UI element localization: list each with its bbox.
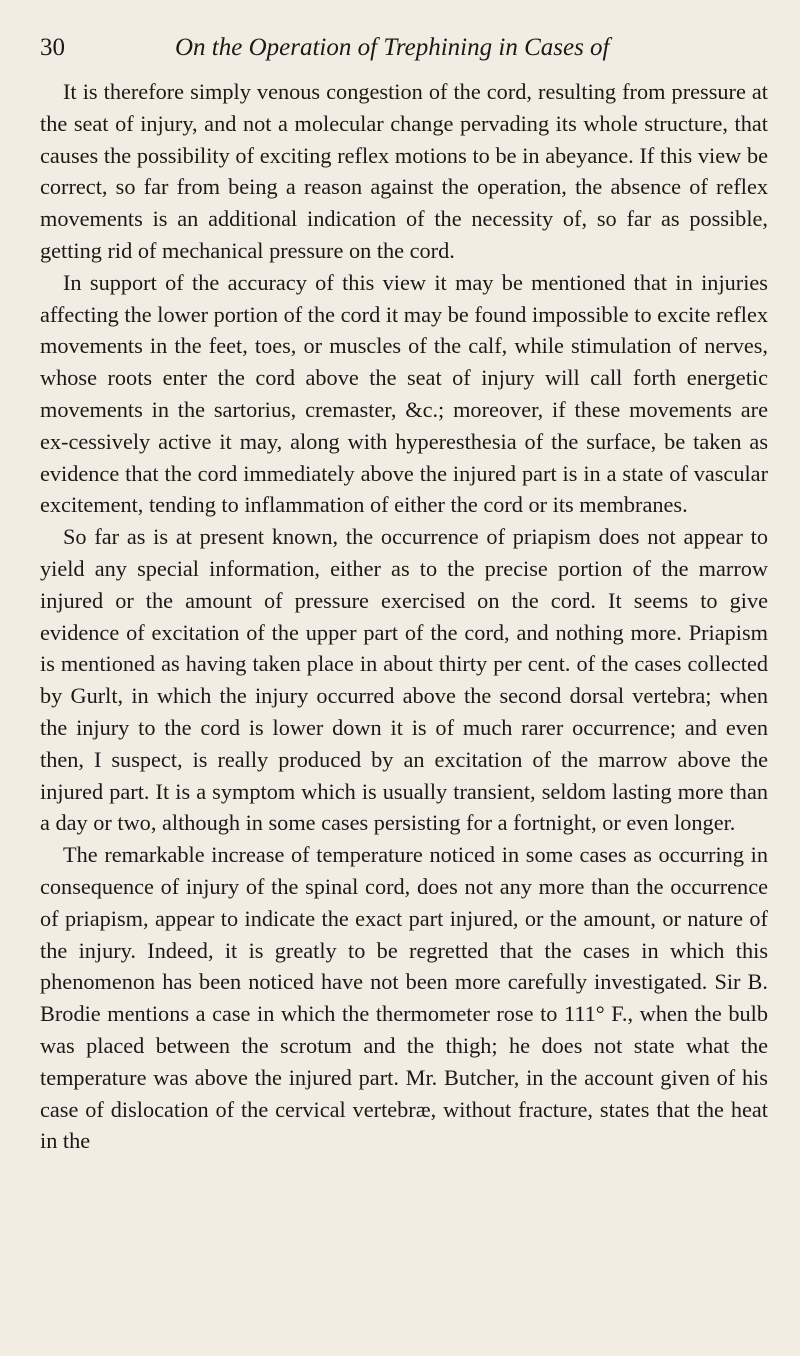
running-head: [40, 30, 760, 66]
paragraph-venous-congestion: It is therefore simply venous congestion of the cord, resulting from pressure at the seat of injury, and not a molecular change pervading its whole structure, that causes the possibility of exciting reflex motions to be in abeyance. If this view be correct, so far from being a reason against the operation, the absence of reflex movements is an additional indication of the necessity of, so far as possible, getting rid of mechanical pressure on the cord.: [40, 79, 768, 263]
paragraph-priapism: So far as is at present known, the occurrence of priapism does not appear to yield any special information, either as to the precise portion of the marrow injured or the amount of pressure exercised on the cord. It seems to give evidence of excitation of the upper part of the cord, and nothing more. Priapism is mentioned as having taken place in about thirty per cent. of the cases collected by Gurlt, in which the injury occurred above the second dorsal vertebra; when the injury to the cord is lower down it is of much rarer occurrence; and even then, I suspect, is really produced by an excitation of the marrow above the injured part. It is a symptom which is usually transient, seldom lasting more than a day or two, although in some cases persisting for a fortnight, or even longer.: [40, 524, 768, 836]
paragraph-temperature: The remarkable increase of temperature noticed in some cases as occurring in consequence of injury of the spinal cord, does not any more than the occurrence of priapism, appear to indicate the exact part injured, or the amount, or nature of the injury. Indeed, it is greatly to be regretted that the cases in which this phenomenon has been noticed have not been more carefully investigated. Sir B. Brodie mentions a case in which the thermometer rose to 111° F., when the bulb was placed between the scrotum and the thigh; he does not state what the temperature was above the injured part. Mr. Butcher, in the account given of his case of dislocation of the cervical vertebræ, without fracture, states that the heat in the: [40, 842, 768, 1154]
body-text: [40, 76, 768, 1157]
paragraph-accuracy-of-view: In support of the accuracy of this view it may be mentioned that in injuries affecting the lower portion of the cord it may be found impossible to excite reflex movements in the feet, toes, or muscles of the calf, while stimulation of nerves, whose roots enter the cord above the seat of injury will call forth energetic movements in the sartorius, cremaster, &c.; moreover, if these movements are ex-cessively active it may, along with hyperesthesia of the surface, be taken as evidence that the cord immediately above the injured part is in a state of vascular excitement, tending to inflammation of either the cord or its membranes.: [40, 269, 768, 518]
running-title: On the Operation of Trephining in Cases of: [175, 34, 610, 61]
page-number: 30: [40, 34, 65, 61]
